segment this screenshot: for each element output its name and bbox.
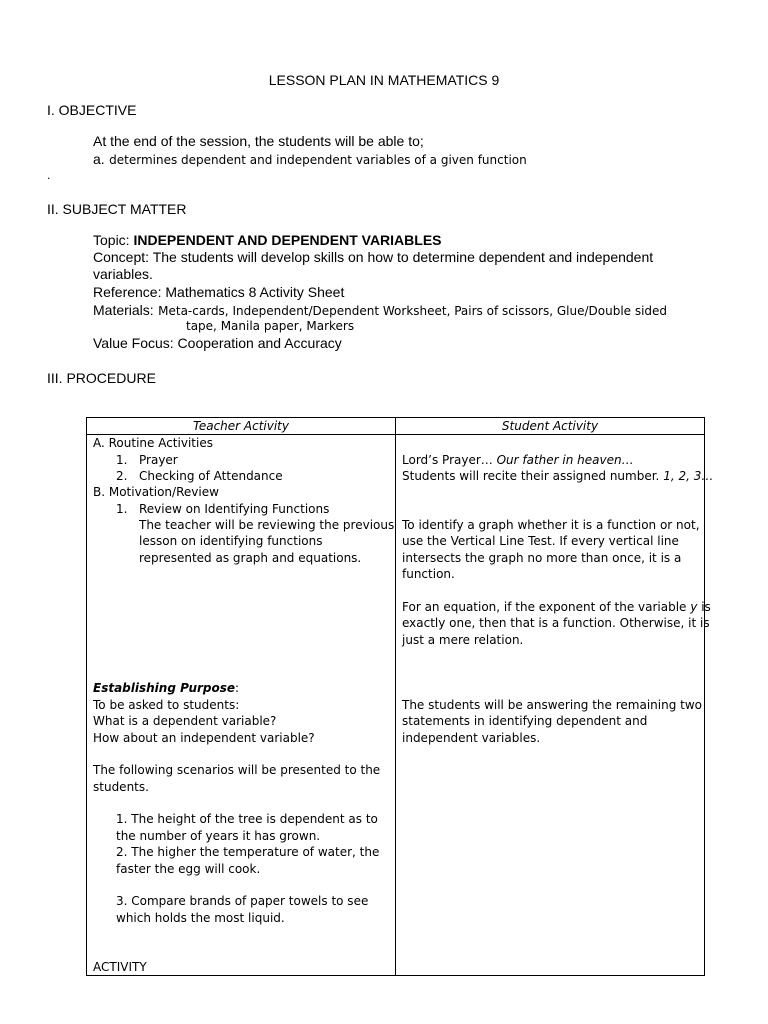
question-1: What is a dependent variable? (93, 714, 277, 728)
equation-line-3: just a mere relation. (402, 633, 524, 647)
answer-line-3: independent variables. (402, 731, 541, 745)
motivation-review: B. Motivation/Review (93, 485, 219, 499)
scenarios-intro-1: The following scenarios will be presented to the (93, 763, 381, 777)
establishing-purpose (93, 680, 239, 696)
question-2: How about an independent variable? (93, 731, 315, 745)
activity-label: ACTIVITY (93, 960, 147, 974)
list-number: 1. (116, 502, 128, 516)
objective-heading: I. OBJECTIVE (47, 102, 137, 118)
topic-value: INDEPENDENT AND DEPENDENT VARIABLES (133, 232, 442, 248)
reference-line: Reference: Mathematics 8 Activity Sheet (93, 284, 345, 300)
materials-text-1: Meta-cards, Independent/Dependent Worksheet, Pairs of scissors, Glue/Double sided (158, 304, 668, 318)
teacher-activity-cell (87, 435, 395, 975)
materials-label: Materials: (93, 302, 154, 318)
review-desc-2: lesson on identifying functions (139, 534, 323, 548)
equation-line-1 (402, 599, 711, 615)
objective-item-a (93, 151, 527, 169)
review-desc-1: The teacher will be reviewing the previous (139, 518, 395, 532)
review-desc-3: represented as graph and equations. (139, 551, 362, 565)
ask-line: To be asked to students: (93, 698, 240, 712)
document-title: LESSON PLAN IN MATHEMATICS 9 (268, 72, 500, 88)
stray-mark: . (47, 168, 51, 182)
teacher-activity-header: Teacher Activity (87, 418, 396, 435)
equation-text-b: is (697, 600, 711, 614)
objective-item-a-letter: a. (93, 151, 105, 167)
scenario-2-line-1: 2. The higher the temperature of water, the (116, 845, 380, 859)
value-focus-line: Value Focus: Cooperation and Accuracy (93, 335, 342, 351)
student-prayer-prefix: Lord’s Prayer… (402, 453, 497, 467)
establishing-purpose-colon: : (235, 681, 240, 695)
attendance-item: Checking of Attendance (139, 469, 283, 483)
vlt-line-4: function. (402, 567, 455, 581)
procedure-table (86, 417, 714, 976)
list-number: 1. (116, 453, 128, 467)
concept-line-2: variables. (93, 266, 153, 282)
student-recite (402, 468, 713, 484)
vlt-line-3: intersects the graph no more than once, it is a (402, 551, 682, 565)
topic-line (93, 232, 442, 248)
objective-intro: At the end of the session, the students will be able to; (93, 133, 424, 149)
concept-text-1: The students will develop skills on how to determine dependent and independent (152, 249, 654, 265)
vlt-line-1: To identify a graph whether it is a function or not, (402, 518, 700, 532)
review-item: Review on Identifying Functions (139, 502, 330, 516)
scenario-3-line-1: 3. Compare brands of paper towels to see (116, 894, 369, 908)
prayer-item: Prayer (139, 453, 178, 467)
list-number: 2. (116, 469, 128, 483)
concept-line-1 (93, 249, 653, 265)
student-recite-numbers: 1, 2, 3… (663, 469, 714, 483)
objective-item-a-text: determines dependent and independent variables of a given function (109, 153, 527, 167)
topic-label: Topic: (93, 232, 130, 248)
student-recite-prefix: Students will recite their assigned number. (402, 469, 664, 483)
establishing-purpose-title: Establishing Purpose (93, 681, 236, 695)
procedure-heading: III. PROCEDURE (47, 370, 156, 386)
scenario-1-line-1: 1. The height of the tree is dependent as to (116, 812, 378, 826)
answer-line-1: The students will be answering the remaining two (402, 698, 703, 712)
equation-line-2: exactly one, then that is a function. Otherwise, it is (402, 616, 710, 630)
student-activity-header: Student Activity (396, 418, 705, 435)
scenario-1-line-2: the number of years it has grown. (116, 829, 321, 843)
subject-matter-heading: II. SUBJECT MATTER (47, 201, 187, 217)
materials-line-2: tape, Manila paper, Markers (186, 319, 355, 333)
materials-line-1 (93, 302, 667, 320)
answer-line-2: statements in identifying dependent and (402, 714, 648, 728)
vlt-line-2: use the Vertical Line Test. If every vertical line (402, 534, 679, 548)
routine-activities: A. Routine Activities (93, 436, 213, 450)
equation-text-a: For an equation, if the exponent of the variable (402, 600, 691, 614)
student-activity-cell (396, 435, 714, 975)
concept-label: Concept: (93, 249, 150, 265)
scenario-3-line-2: which holds the most liquid. (116, 911, 285, 925)
student-prayer-text: Our father in heaven… (496, 453, 634, 467)
scenario-2-line-2: faster the egg will cook. (116, 862, 261, 876)
equation-variable: y (690, 600, 698, 614)
student-prayer (402, 452, 634, 468)
scenarios-intro-2: students. (93, 780, 149, 794)
